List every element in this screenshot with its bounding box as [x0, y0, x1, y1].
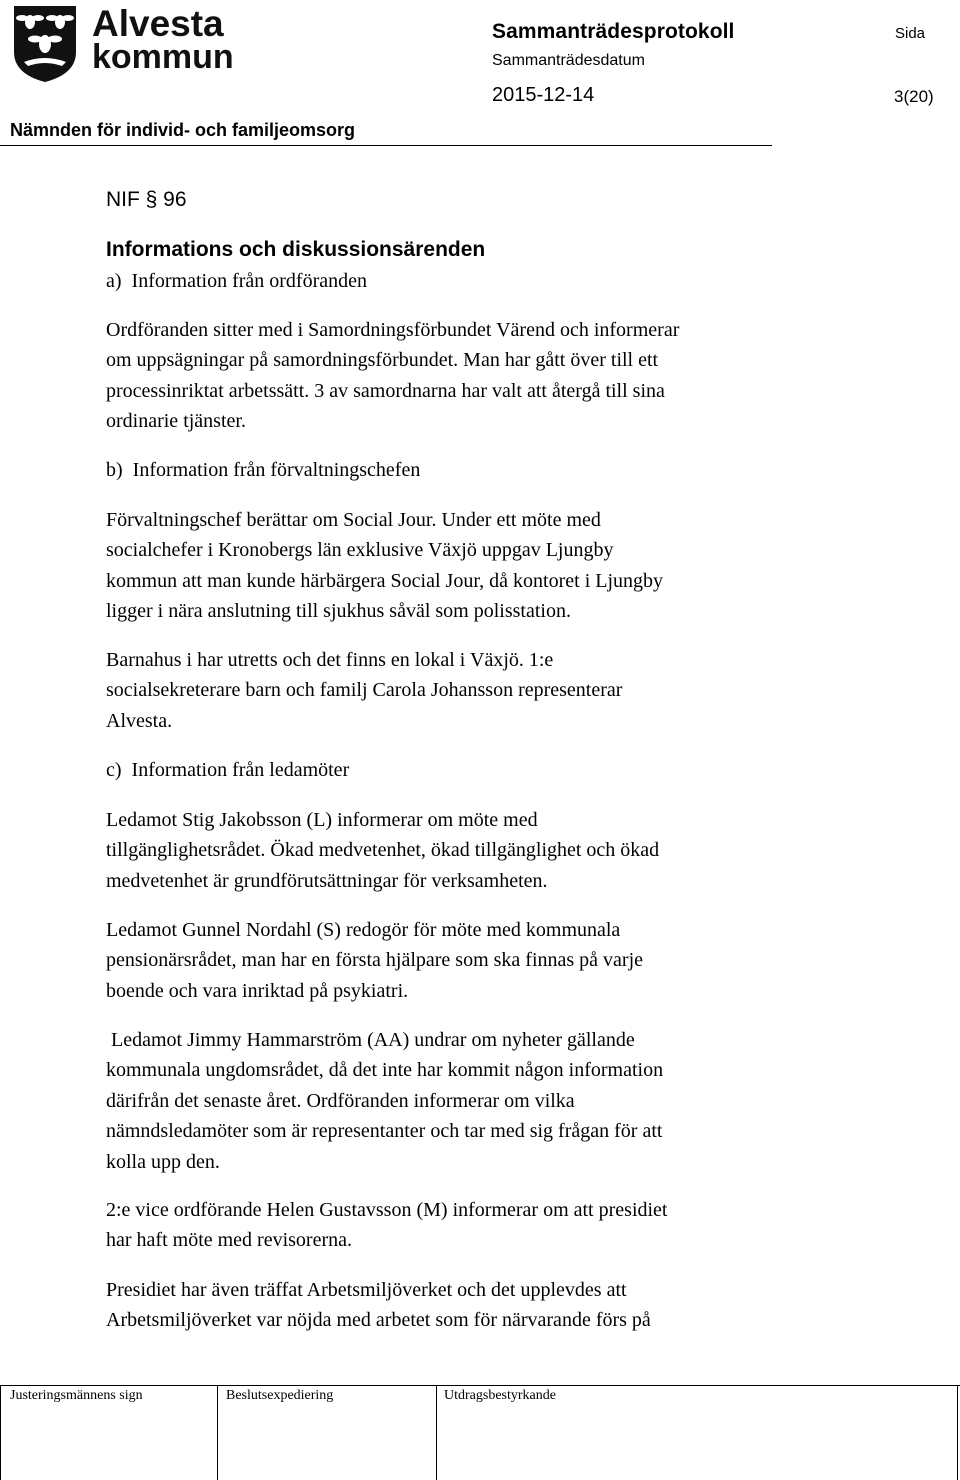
paragraph-stig-jakobsson: Ledamot Stig Jakobsson (L) informerar om möte med tillgänglighetsrådet. Ökad medvetenhet, ökad tillgänglighet och ökad medvetenhet är grundförutsättningar för verksamheten.	[106, 809, 660, 892]
footer-decision-dispatch: Beslutsexpediering	[226, 1388, 334, 1403]
department-name: Nämnden för individ- och familjeomsorg	[10, 120, 356, 140]
paragraph-gunnel-nordahl: Ledamot Gunnel Nordahl (S) redogör för möte med kommunala pensionärsrådet, man har en första hjälpare som ska finnas på varje boende och vara inriktad på psykiatri.	[106, 919, 644, 1002]
footer-adjusters-signature: Justeringsmännens sign	[10, 1388, 143, 1403]
paragraph-jimmy-hammarstrom: Ledamot Jimmy Hammarström (AA) undrar om nyheter gällande kommunala ungdomsrådet, då det inte har kommit någon information därifrån det senaste året. Ordföranden informerar om vilka nämndsledamöter som är representanter och tar med sig frågan för att kolla upp den.	[106, 1029, 664, 1173]
footer-column-line	[436, 1385, 437, 1480]
paragraph-number: NIF § 96	[106, 188, 187, 211]
meeting-date-label: Sammanträdesdatum	[492, 52, 645, 69]
page-number: 3(20)	[894, 87, 934, 106]
meeting-date: 2015-12-14	[492, 84, 595, 106]
footer-divider	[0, 1385, 960, 1386]
header-divider	[0, 145, 772, 146]
paragraph-social-jour: Förvaltningschef berättar om Social Jour. Under ett möte med socialchefer i Kronobergs län exklusive Växjö uppgav Ljungby kommun att man kunde härbärgera Social Jour, då kontoret i Ljungby ligger i nära anslutning till sjukhus såväl som polisstation.	[106, 509, 664, 623]
subheading-a: a) Information från ordföranden	[106, 270, 367, 292]
footer-column-line	[0, 1385, 1, 1480]
footer-column-line	[217, 1385, 218, 1480]
document-type: Sammanträdesprotokoll	[492, 20, 735, 43]
paragraph-helen-gustavsson: 2:e vice ordförande Helen Gustavsson (M) informerar om att presidiet har haft möte med revisorerna.	[106, 1199, 668, 1252]
paragraph-presidiet: Presidiet har även träffat Arbetsmiljöverket och det upplevdes att Arbetsmiljöverket var nöjda med arbetet som för närvarande förs på	[106, 1279, 651, 1332]
municipality-logo-wordmark	[92, 0, 252, 80]
paragraph-chair-info: Ordföranden sitter med i Samordningsförbundet Värend och informerar om uppsägningar på samordningsförbundet. Man har gått över till ett processinriktat arbetssätt. 3 av samordnarna har valt att återgå till sina ordinarie tjänster.	[106, 319, 680, 433]
svg-text:Alvesta: Alvesta	[92, 3, 224, 44]
subheading-b: b) Information från förvaltningschefen	[106, 459, 421, 481]
footer-extract-certification: Utdragsbestyrkande	[444, 1388, 556, 1403]
paragraph-barnahus: Barnahus i har utretts och det finns en lokal i Växjö. 1:e socialsekreterare barn och familj Carola Johansson representerar Alvesta.	[106, 649, 623, 732]
footer-column-line	[957, 1385, 958, 1480]
page-label: Sida	[895, 25, 926, 42]
coat-of-arms-logo	[10, 4, 80, 84]
section-heading: Informations och diskussionsärenden	[106, 238, 486, 261]
subheading-c: c) Information från ledamöter	[106, 759, 350, 781]
svg-text:kommun: kommun	[92, 38, 234, 76]
